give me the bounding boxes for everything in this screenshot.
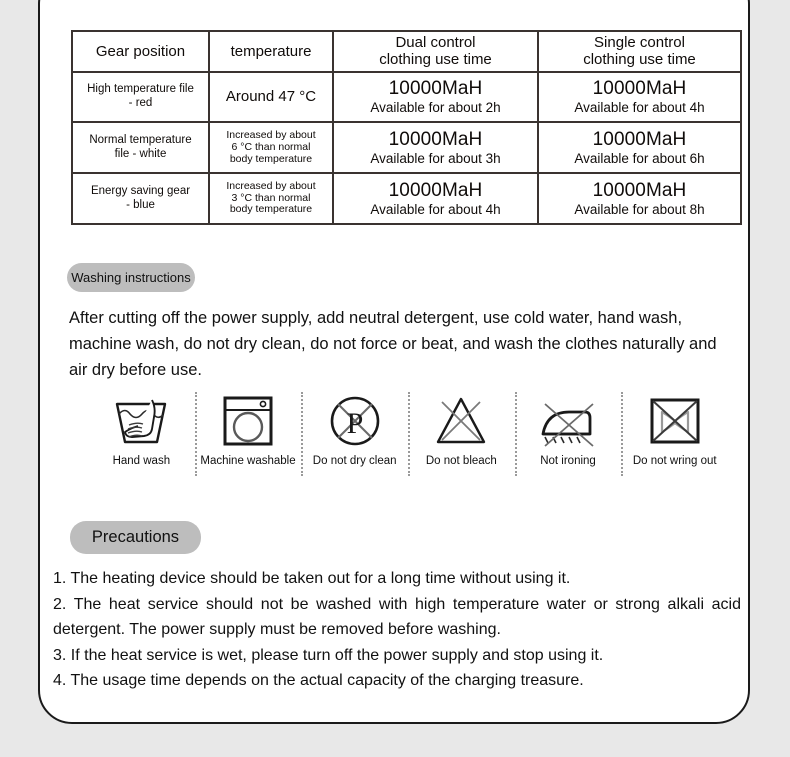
care-item-hand-wash — [88, 390, 195, 482]
table-row — [72, 122, 741, 173]
column-header-single-line1: Single control — [594, 34, 685, 51]
cell-dual-control — [333, 72, 538, 123]
care-label-machine-washable: Machine washable — [200, 455, 296, 467]
column-header-dual-control — [333, 31, 538, 72]
column-header-single-control — [538, 31, 741, 72]
no-wring-icon — [646, 390, 704, 452]
single-capacity: 10000MaH — [592, 179, 687, 201]
temperature-line3: body temperature — [229, 203, 313, 216]
temperature-line2: 3 °C than normal — [231, 191, 311, 204]
machine-wash-icon — [219, 390, 277, 452]
cell-gear-position — [72, 72, 209, 123]
temperature-line1: Increased by about — [226, 179, 316, 192]
cell-dual-control — [333, 173, 538, 224]
table-row — [72, 173, 741, 224]
cell-dual-control — [333, 122, 538, 173]
precautions-list — [53, 566, 741, 694]
care-item-no-ironing — [515, 390, 622, 482]
cell-gear-position — [72, 122, 209, 173]
single-use-time: Available for about 6h — [574, 151, 705, 167]
gear-line2: - blue — [126, 198, 155, 211]
gear-line1: Normal temperature — [89, 133, 192, 146]
temperature-value: Around 47 °C — [225, 87, 317, 105]
care-item-no-wring-out — [621, 390, 728, 482]
cell-single-control — [538, 173, 741, 224]
gear-line1: Energy saving gear — [90, 184, 191, 197]
care-item-no-dry-clean — [301, 390, 408, 482]
column-header-single-line2: clothing use time — [583, 51, 696, 69]
precaution-item: 4. The usage time depends on the actual capacity of the charging treasure. — [53, 672, 584, 689]
no-ironing-icon — [535, 390, 601, 452]
cell-temperature — [209, 173, 333, 224]
gear-line2: - red — [128, 96, 153, 109]
cell-single-control — [538, 122, 741, 173]
temperature-line1: Increased by about — [226, 129, 316, 142]
cell-gear-position — [72, 173, 209, 224]
dual-use-time: Available for about 4h — [370, 201, 501, 217]
no-dry-clean-icon — [325, 390, 385, 452]
single-capacity: 10000MaH — [592, 128, 687, 150]
care-symbol-row — [88, 390, 728, 482]
gear-line1: High temperature file — [87, 83, 194, 96]
table-header — [72, 31, 741, 72]
dual-capacity: 10000MaH — [388, 78, 483, 100]
precaution-item: 1. The heating device should be taken out for a long time without using it. — [53, 570, 571, 587]
svg-text:P: P — [346, 407, 364, 440]
dual-use-time: Available for about 2h — [370, 100, 501, 116]
cell-temperature — [209, 122, 333, 173]
care-label-no-wring-out: Do not wring out — [632, 455, 717, 467]
cell-temperature — [209, 72, 333, 123]
single-use-time: Available for about 8h — [574, 201, 705, 217]
gear-line2: file - white — [114, 147, 167, 160]
dual-use-time: Available for about 3h — [370, 151, 501, 167]
cell-single-control — [538, 72, 741, 123]
precaution-item: 3. If the heat service is wet, please turn off the power supply and stop using it. — [53, 646, 604, 664]
care-label-no-ironing: Not ironing — [540, 455, 596, 467]
column-header-temperature: temperature — [209, 31, 333, 72]
hand-wash-icon — [109, 390, 173, 452]
temperature-line2: 6 °C than normal — [231, 140, 311, 153]
specification-table — [71, 30, 742, 225]
care-item-machine-washable — [195, 390, 302, 482]
dual-capacity: 10000MaH — [388, 179, 483, 201]
temperature-line3: body temperature — [229, 152, 313, 165]
dual-capacity: 10000MaH — [388, 128, 483, 150]
single-use-time: Available for about 4h — [574, 100, 705, 116]
table-body — [72, 72, 741, 225]
precautions-heading: Precautions — [70, 521, 201, 554]
table-header-row — [72, 31, 741, 72]
column-header-dual-line2: clothing use time — [379, 51, 492, 69]
single-capacity: 10000MaH — [592, 78, 687, 100]
washing-instructions-text: After cutting off the power supply, add neutral detergent, use cold water, hand wash, machine wash, do not dry clean, do not force or beat, and wash the clothes naturally and air dry before use. — [69, 309, 717, 379]
no-bleach-icon — [430, 390, 492, 452]
precaution-item: 2. The heat service should not be washed with high temperature water or strong alkali acid detergent. The power supply must be removed before washing. — [53, 595, 741, 638]
care-label-no-bleach: Do not bleach — [425, 455, 497, 467]
washing-instructions-heading: Washing instructions — [67, 263, 195, 292]
care-label-hand-wash: Hand wash — [112, 455, 171, 467]
care-item-no-bleach — [408, 390, 515, 482]
column-header-dual-line1: Dual control — [395, 34, 476, 51]
care-label-no-dry-clean: Do not dry clean — [312, 455, 397, 467]
table-row — [72, 72, 741, 123]
column-header-gear-position: Gear position — [72, 31, 209, 72]
